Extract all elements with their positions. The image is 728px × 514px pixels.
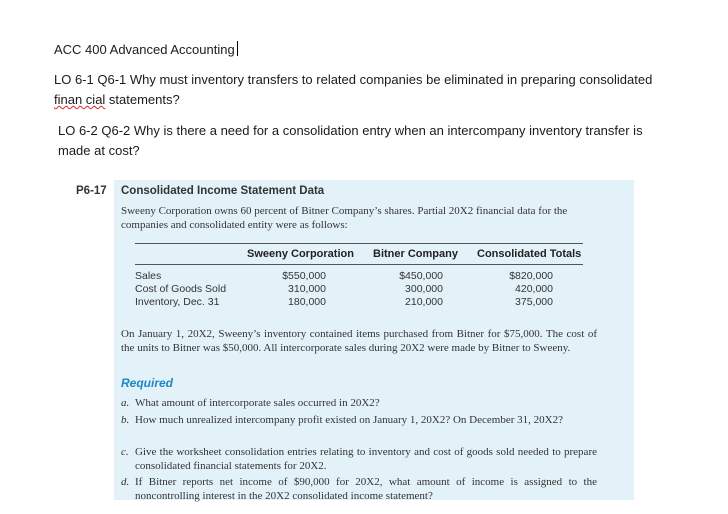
row-label-inventory: Inventory, Dec. 31 xyxy=(135,296,220,308)
cell-inventory-sweeny: 180,000 xyxy=(288,296,326,308)
document-header xyxy=(54,40,238,60)
spelling-error-word[interactable]: finan cial xyxy=(54,92,106,107)
q1-text-part1: LO 6-1 Q6-1 Why must inventory transfers to related companies be eliminated in preparing consolidated xyxy=(54,72,653,87)
cell-inventory-bitner: 210,000 xyxy=(405,296,443,308)
required-item-d xyxy=(121,475,597,503)
question-6-2: LO 6-2 Q6-2 Why is there a need for a consolidation entry when an intercompany inventory transfer is made at cost? xyxy=(58,123,643,158)
required-text: What amount of intercorporate sales occurred in 20X2? xyxy=(135,397,380,409)
row-label-cogs: Cost of Goods Sold xyxy=(135,283,227,295)
problem-number: P6-17 xyxy=(76,185,107,197)
cell-cogs-sweeny: 310,000 xyxy=(288,283,326,295)
question-6-1 xyxy=(54,70,674,110)
required-letter: b. xyxy=(121,414,130,426)
required-text: If Bitner reports net income of $90,000 for 20X2, what amount of income is assigned to the noncontrolling interest in the 20X2 consolidated income statement? xyxy=(135,476,597,502)
table-top-rule xyxy=(135,243,583,244)
cell-sales-sweeny: $550,000 xyxy=(282,270,326,282)
column-header-bitner: Bitner Company xyxy=(373,248,458,260)
text-cursor xyxy=(237,41,238,56)
required-letter: a. xyxy=(121,397,130,409)
cell-sales-bitner: $450,000 xyxy=(399,270,443,282)
required-heading: Required xyxy=(121,376,174,390)
column-header-consolidated: Consolidated Totals xyxy=(477,248,582,260)
column-header-sweeny: Sweeny Corporation xyxy=(247,248,354,260)
problem-title: Consolidated Income Statement Data xyxy=(121,185,325,197)
required-letter: c. xyxy=(121,446,129,458)
cell-sales-consolidated: $820,000 xyxy=(509,270,553,282)
cell-cogs-bitner: 300,000 xyxy=(405,283,443,295)
header-text: ACC 400 Advanced Accounting xyxy=(54,42,235,57)
cell-inventory-consolidated: 375,000 xyxy=(515,296,553,308)
required-text: Give the worksheet consolidation entries relating to inventory and cost of goods sold needed to prepare consolidated financial statements for 20X2. xyxy=(135,446,597,472)
row-label-sales: Sales xyxy=(135,270,162,282)
required-item-c xyxy=(121,445,597,473)
required-item-a xyxy=(121,396,597,410)
required-letter: d. xyxy=(121,476,130,488)
q1-text-part2: statements? xyxy=(105,92,180,107)
problem-paragraph: On January 1, 20X2, Sweeny’s inventory contained items purchased from Bitner for $75,000. The cost of the units to Bitner was $50,000. All intercorporate sales during 20X2 were made by Bitner to Sweeny. xyxy=(121,328,597,354)
required-text: How much unrealized intercompany profit existed on January 1, 20X2? On December 31, 20X2? xyxy=(135,414,563,426)
cell-cogs-consolidated: 420,000 xyxy=(515,283,553,295)
problem-intro: Sweeny Corporation owns 60 percent of Bitner Company’s shares. Partial 20X2 financial data for the companies and consolidated entity were as follows: xyxy=(121,205,568,231)
required-item-b xyxy=(121,413,597,427)
table-header-rule xyxy=(135,264,583,265)
